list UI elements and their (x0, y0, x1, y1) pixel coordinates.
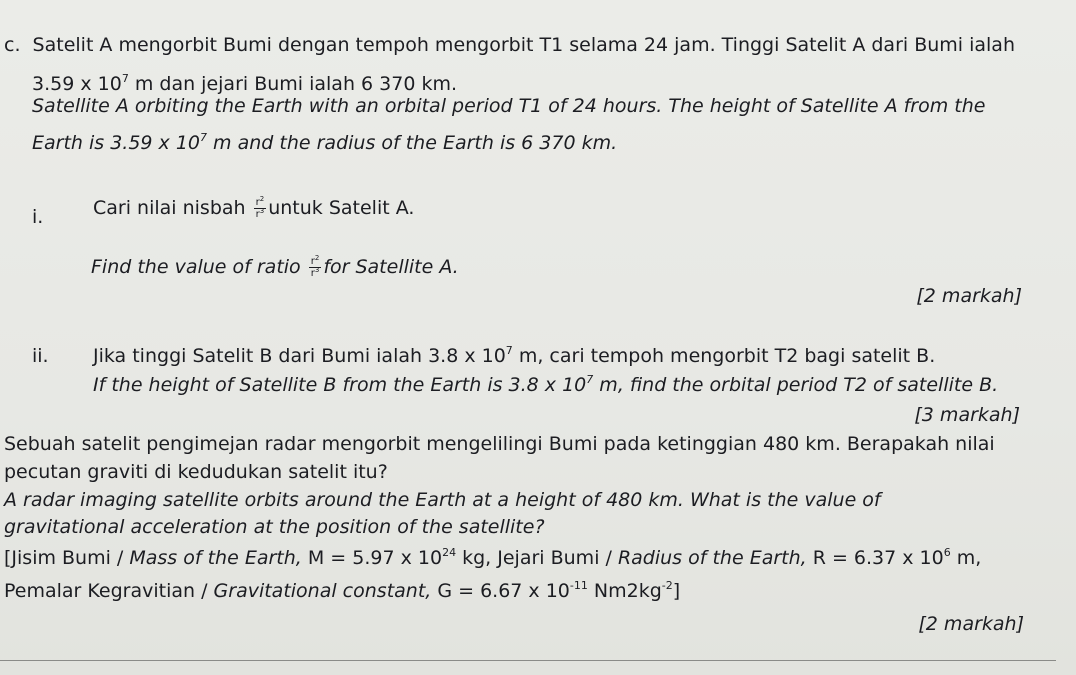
question-text: If the height of Satellite B from the Earth is 3.8 x 10 (93, 374, 587, 396)
part-ii-english (93, 373, 998, 397)
ratio-fraction (254, 197, 267, 220)
data-text: G = 6.67 x 10 (431, 580, 570, 602)
ratio-fraction (309, 256, 322, 279)
question-text: m, find the orbital period T2 of satellite B. (593, 374, 999, 396)
question-c-malay-line1 (4, 33, 1015, 57)
question-text: Cari nilai nisbah (93, 197, 246, 219)
data-text: R = 6.37 x 10 (806, 547, 944, 569)
value-text: 3.59 x 10 (32, 73, 122, 95)
bottom-divider (0, 660, 1056, 661)
question-d-english-line2: gravitational acceleration at the position of the satellite? (4, 516, 545, 538)
question-d-data-line1 (4, 546, 981, 570)
part-ii-malay (93, 344, 935, 368)
question-d-english-line1: A radar imaging satellite orbits around the Earth at a height of 480 km. What is the value of (4, 489, 881, 511)
part-i-malay (93, 196, 414, 220)
question-text: m, cari tempoh mengorbit T2 bagi satelit B. (512, 345, 936, 367)
exponent: 24 (442, 546, 457, 559)
data-text: M = 5.97 x 10 (301, 547, 443, 569)
question-text: for Satellite A. (323, 256, 459, 278)
data-text: Mass of the Earth, (129, 547, 302, 569)
part-i-english (91, 255, 459, 279)
question-text: Earth is 3.59 x 10 (32, 132, 201, 154)
data-text: m, (950, 547, 982, 569)
question-d-malay-line2: pecutan graviti di kedudukan satelit itu? (4, 461, 388, 483)
exponent: 7 (586, 373, 594, 386)
data-text: Nm2kg (587, 580, 662, 602)
exponent: 7 (121, 72, 129, 85)
part-ii-label: ii. (32, 345, 49, 367)
question-d-data-line2 (4, 579, 680, 603)
data-text: kg, Jejari Bumi / (456, 547, 618, 569)
exponent: -11 (569, 579, 588, 592)
ratio-denominator: $r^3$ (310, 266, 320, 279)
question-text: Find the value of ratio (91, 256, 301, 278)
part-ii-marks: [3 markah] (914, 404, 1020, 426)
ratio-numerator: $r^2$ (310, 254, 320, 267)
question-text: Satelit A mengorbit Bumi dengan tempoh mengorbit T1 selama 24 jam. Tinggi Satelit A dari Bumi ialah (32, 34, 1015, 56)
exponent: 7 (200, 131, 208, 144)
exponent: -2 (661, 579, 673, 592)
question-text: Satellite A orbiting the Earth with an orbital period T1 of 24 hours. The height of Satellite A from the (32, 95, 986, 117)
ratio-denominator: $r^3$ (255, 207, 265, 220)
data-text: Pemalar Kegravitian / (4, 580, 214, 602)
question-c-english-line1 (32, 94, 985, 118)
question-d-malay-line1: Sebuah satelit pengimejan radar mengorbit mengelilingi Bumi pada ketinggian 480 km. Berapakah nilai (4, 433, 995, 455)
data-text: Gravitational constant, (213, 580, 432, 602)
question-c-english-line2 (32, 131, 617, 155)
question-d-marks: [2 markah] (918, 613, 1024, 635)
part-i-label: i. (32, 206, 44, 228)
data-text: ] (672, 580, 681, 602)
data-text: [Jisim Bumi / (4, 547, 130, 569)
question-text: untuk Satelit A. (268, 197, 415, 219)
data-text: Radius of the Earth, (617, 547, 807, 569)
question-c-malay-line2 (32, 72, 457, 96)
part-i-marks: [2 markah] (916, 285, 1022, 307)
ratio-numerator: $r^2$ (255, 195, 265, 208)
question-text: Jika tinggi Satelit B dari Bumi ialah 3.8 x 10 (93, 345, 506, 367)
question-text: m and the radius of the Earth is 6 370 km. (207, 132, 618, 154)
exponent: 6 (943, 546, 951, 559)
question-label: c. (4, 34, 21, 56)
question-text: m dan jejari Bumi ialah 6 370 km. (128, 73, 458, 95)
exponent: 7 (505, 344, 513, 357)
